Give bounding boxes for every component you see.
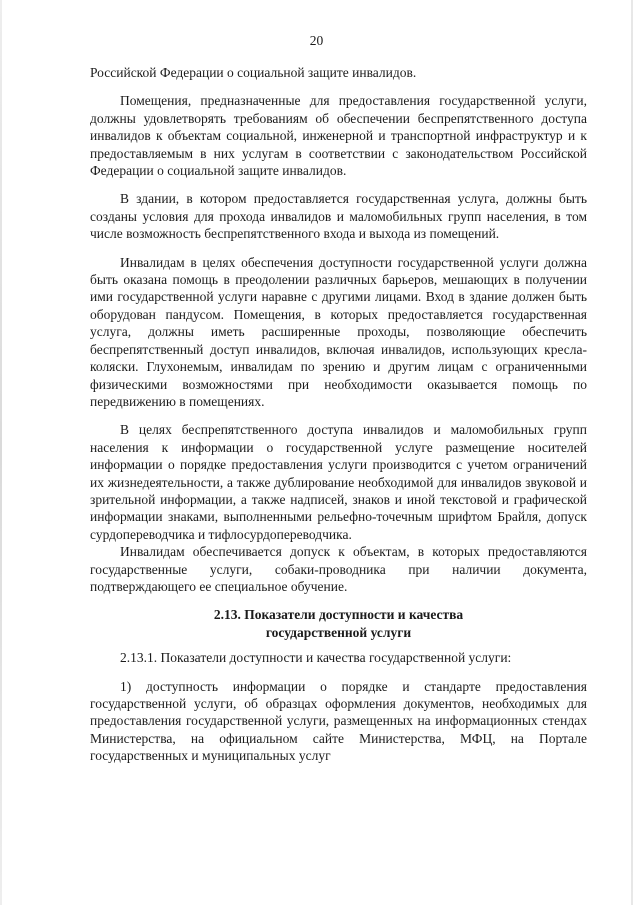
section-heading-line-2: государственной услуги (265, 624, 412, 640)
paragraph-guide-dog: Инвалидам обеспечивается допуск к объектам, в которых предоставляются государственные услуги, собаки-проводника при наличии документа, подтверждающего ее специальное обучение. (90, 544, 587, 594)
page-number: 20 (309, 33, 324, 48)
section-heading-line-1: 2.13. Показатели доступности и качества (213, 607, 464, 623)
subsection-title: 2.13.1. Показатели доступности и качества государственной услуги: (120, 650, 512, 666)
scan-edge-left (0, 0, 2, 905)
page-body (90, 64, 587, 765)
paragraph-information-access: В целях беспрепятственного доступа инвалидов и маломобильных групп населения к информации о государственной услуге размещение носителей информации о порядке предоставления услуги производится с учетом ограничений их жизнедеятельности, а также дублирование необходимой для инвалидов звуковой и зрительной информации, а также надписей, знаков и иной текстовой и графической информации знаками, выполненными рельефно-точечным шрифтом Брайля, допуск сурдопереводчика и тифлосурдопереводчика. (90, 422, 587, 542)
paragraph-premises: Помещения, предназначенные для предоставления государственной услуги, должны удовлетворять требованиям об обеспечении беспрепятственного доступа инвалидов к объектам социальной, инженерной и транспортной инфраструктур и к предоставляемым в них услугам в соответствии с законодательством Российской Федерации о социальной защите инвалидов. (90, 93, 587, 179)
paragraph-building-conditions: В здании, в котором предоставляется государственная услуга, должны быть созданы условия для прохода инвалидов и маломобильных групп населения, в том числе возможность беспрепятственного входа и выхода из помещений. (90, 191, 587, 242)
paragraph-assistance: Инвалидам в целях обеспечения доступности государственной услуги должна быть оказана помощь в преодолении различных барьеров, мешающих в получении ими государственной услуги наравне с другими лицами. Вход в здание должен быть оборудован пандусом. Помещения, в которых предоставляется государственная услуга, должны иметь расширенные проходы, позволяющие обеспечить беспрепятственный доступ инвалидов, включая инвалидов, использующих кресла-коляски. Глухонемым, инвалидам по зрению и другим лицам с ограниченными физическими возможностями при необходимости оказывается помощь по передвижению в помещениях. (90, 254, 587, 409)
paragraph-continuation: Российской Федерации о социальной защите инвалидов. (90, 65, 417, 80)
list-item-1: 1) доступность информации о порядке и стандарте предоставления государственной услуги, об образцах оформления документов, необходимых для предоставления государственной услуги, размещенных на информационных стендах Министерства, на официальном сайте Министерства, МФЦ, на Портале государственных и муниципальных услуг (90, 678, 587, 764)
section-heading (90, 606, 587, 641)
